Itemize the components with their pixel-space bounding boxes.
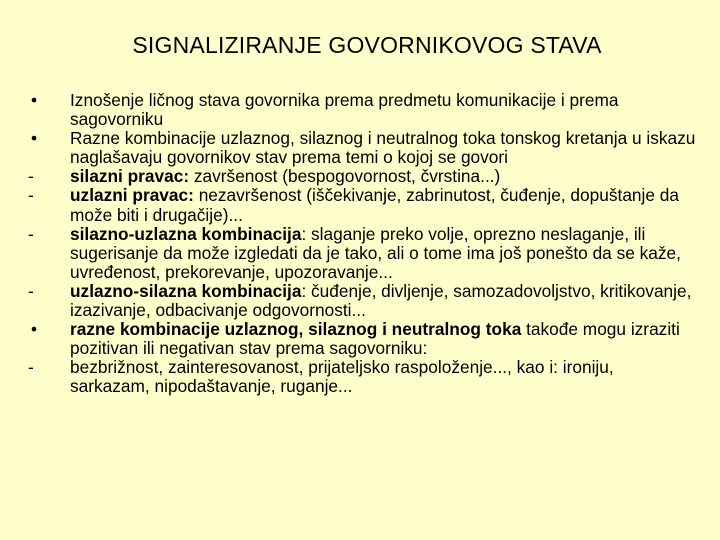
item-text: takođe mogu izraziti pozitivan ili negativan stav prema sagovorniku: (70, 319, 680, 359)
bullet-item (28, 91, 696, 129)
bullet-marker: • (31, 128, 38, 149)
bullet-marker: • (31, 319, 38, 340)
item-text: bezbrižnost, zainteresovanost, prijateljsko raspoloženje..., kao i: ironiju, sarkazam, nipodaštavanje, ruganje... (70, 357, 614, 397)
dash-item (28, 167, 696, 186)
item-text: Iznošenje ličnog stava govornika prema predmetu komunikacije i prema sagovorniku (70, 90, 619, 130)
item-text: završenost (bespogovornost, čvrstina...) (189, 166, 501, 187)
dash-item (28, 186, 696, 224)
item-term: uzlazni pravac: (70, 185, 194, 206)
dash-item (28, 358, 696, 396)
bullet-item (28, 320, 696, 358)
dash-marker: - (28, 223, 34, 244)
item-term: uzlazno-silazna kombinacija (70, 280, 302, 301)
item-text: nezavršenost (iščekivanje, zabrinutost, čuđenje, dopuštanje da može biti i drugačije)... (70, 185, 680, 225)
item-term: silazni pravac: (70, 166, 190, 187)
slide-content (28, 91, 696, 397)
dash-item (28, 225, 696, 282)
item-term: silazno-uzlazna kombinacija (70, 223, 302, 244)
dash-item (28, 282, 696, 320)
bullet-item (28, 129, 696, 167)
bullet-marker: • (31, 90, 38, 110)
item-term: razne kombinacije uzlaznog, silaznog i neutralnog toka (70, 319, 522, 340)
item-text: : čuđenje, divljenje, samozadovoljstvo, kritikovanje, izazivanje, odbacivanje odgovornosti... (70, 280, 692, 321)
dash-marker: - (28, 280, 34, 301)
item-text: Razne kombinacije uzlaznog, silaznog i neutralnog toka tonskog kretanja u iskazu naglašavaju govornikov stav prema temi o kojoj se govori (70, 128, 696, 168)
item-text: : slaganje preko volje, oprezno neslaganje, ili sugerisanje da može izgledati da je tako, ali o tome ima još ponešto da se kaže, uvređenost, prekorevanje, upozoravanje... (70, 223, 681, 282)
dash-marker: - (28, 357, 34, 378)
slide-title: SIGNALIZIRANJE GOVORNIKOVOG STAVA (132, 32, 602, 58)
dash-marker: - (28, 185, 34, 206)
dash-marker: - (28, 166, 34, 187)
